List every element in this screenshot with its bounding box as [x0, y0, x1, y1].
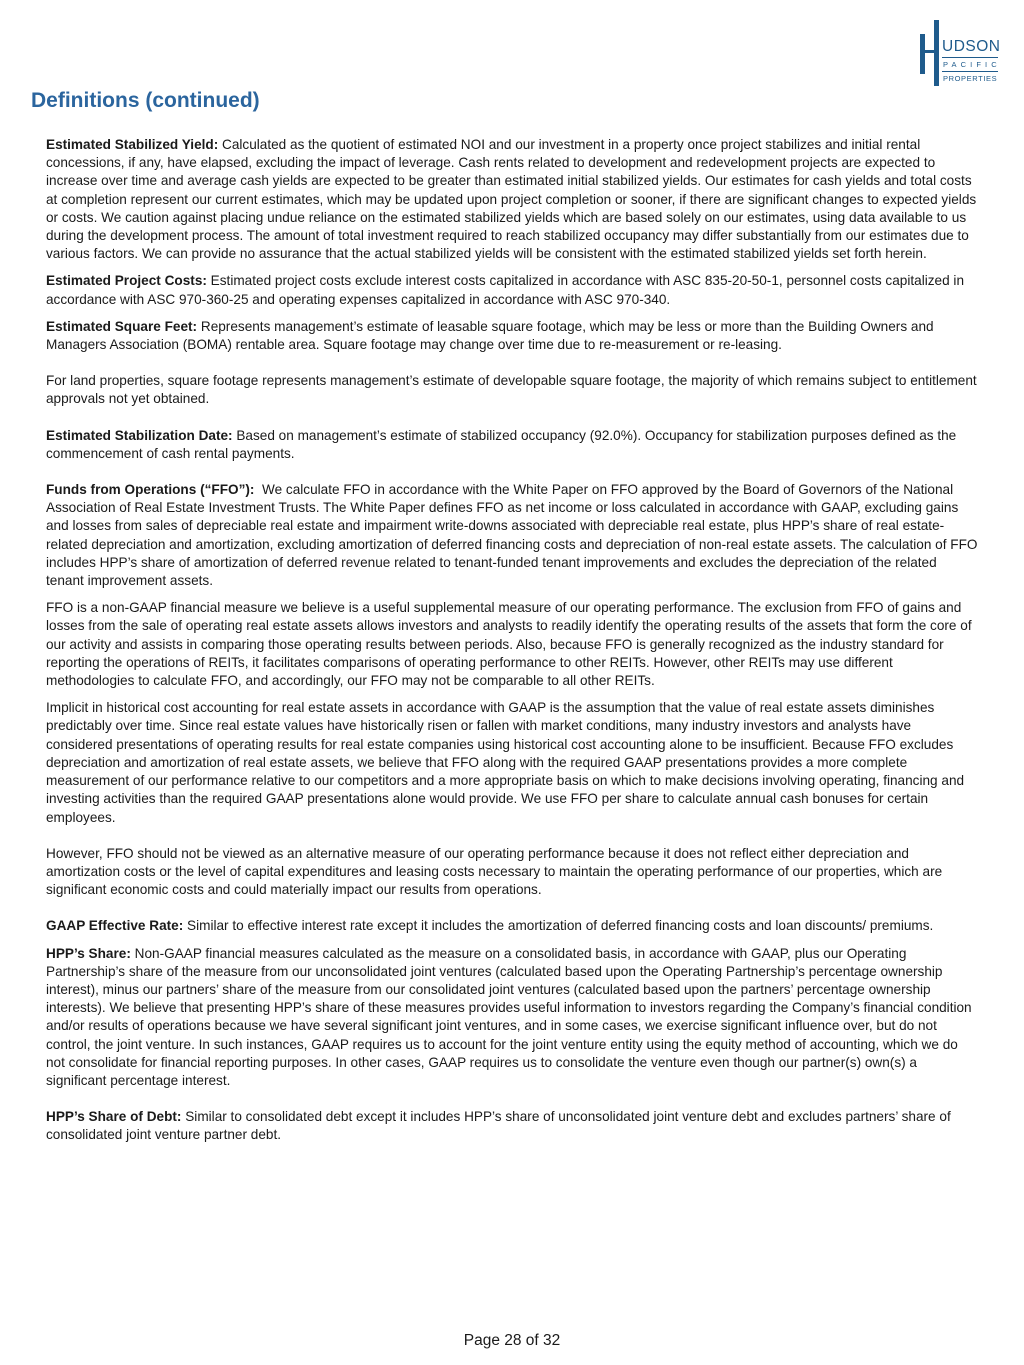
definition-term: Estimated Square Feet:	[46, 318, 198, 334]
definition-text: FFO is a non-GAAP financial measure we believe is a useful supplemental measure of our operating performance. The exclusion from FFO of gains and losses from the sale of operating real estate assets allows investors and analysts to readily identify the operating results of the assets that form the core of our activity and assists in comparing those operating results between periods. Also, because FFO is generally recognized as the industry standard for reporting the operations of REITs, it facilitates comparisons of operating performance to other REITs. However, other REITs may use different methodologies to calculate FFO, and accordingly, our FFO may not be comparable to all other REITs.	[46, 600, 972, 689]
definition-ffo-historical-cost-note	[46, 699, 978, 826]
logo-subtitle-pacific: PACIFIC	[943, 60, 1001, 69]
definition-estimated-stabilized-yield	[46, 136, 978, 263]
definition-ffo-non-gaap-note	[46, 599, 978, 690]
definitions-list	[46, 136, 982, 1145]
definition-text: Similar to effective interest rate except it includes the amortization of deferred financing costs and loan discounts/ premiums.	[183, 918, 934, 934]
page-number: Page 28 of 32	[463, 1332, 561, 1349]
definition-ffo-limitations-note	[46, 845, 978, 900]
definition-text: Estimated project costs exclude interest costs capitalized in accordance with ASC 835-20-50-1, personnel costs capitalized in accordance with ASC 970-360-25 and operating expenses capitalized in accordance with ASC 970-340.	[46, 273, 965, 307]
definition-land-properties-note	[46, 372, 978, 408]
definition-term: HPP’s Share of Debt:	[46, 1109, 182, 1125]
definition-estimated-project-costs	[46, 272, 978, 308]
definition-estimated-square-feet	[46, 318, 978, 354]
definition-text: However, FFO should not be viewed as an alternative measure of our operating performance because it does not reflect either depreciation and amortization costs or the level of capital expenditures and leasing costs necessary to maintain the operating performance of our properties, which are significant economic costs and could materially impact our results from operations.	[46, 845, 943, 898]
definition-text: Represents management’s estimate of leasable square footage, which may be less or more than the Building Owners and Managers Association (BOMA) rentable area. Square footage may change over time due to re-measurement or re-leasing.	[46, 318, 934, 353]
logo-subtitle-properties: PROPERTIES	[943, 74, 998, 83]
definition-text: Similar to consolidated debt except it includes HPP’s share of unconsolidated joint venture debt and excludes partners’ share of consolidated joint venture partner debt.	[46, 1109, 951, 1143]
hudson-pacific-logo	[912, 16, 1012, 90]
definition-term: Estimated Project Costs:	[46, 273, 207, 289]
definition-gaap-effective-rate	[46, 917, 978, 935]
logo-rule-top	[942, 57, 998, 58]
definition-hpps-share-of-debt	[46, 1108, 978, 1144]
definition-text: Implicit in historical cost accounting for real estate assets in accordance with GAAP is the assumption that the value of real estate assets diminishes predictably over time. Since real estate values have historically risen or fallen with market conditions, many industry investors and analysts have considered presentations of operating results for real estate companies using historical cost accounting alone to be insufficient. Because FFO excludes depreciation and amortization of real estate assets, we believe that FFO along with the required GAAP presentations provides a more complete measurement of our performance relative to our competitors and a more appropriate basis on which to make decisions involving operating, financing and investing activities than the required GAAP presentations alone would provide. We use FFO per share to calculate annual cash bonuses for certain employees.	[46, 700, 965, 825]
definition-term: Funds from Operations (“FFO”):	[46, 482, 255, 498]
logo-rule-bottom	[942, 71, 998, 72]
definition-term: GAAP Effective Rate:	[46, 918, 184, 934]
definition-text: For land properties, square footage represents management’s estimate of developable square footage, the majority of which remains subject to entitlement approvals not yet obtained.	[46, 373, 977, 407]
definition-term: Estimated Stabilization Date:	[46, 427, 233, 443]
definition-estimated-stabilization-date	[46, 427, 978, 463]
definition-term: HPP’s Share:	[46, 945, 131, 961]
definition-text: Based on management’s estimate of stabilized occupancy (92.0%). Occupancy for stabilization purposes defined as the commencement of cash rental payments.	[46, 427, 957, 461]
logo-wordmark: UDSON	[942, 38, 1001, 55]
definition-hpps-share	[46, 945, 978, 1091]
page-title: Definitions (continued)	[31, 89, 260, 112]
definition-text: We calculate FFO in accordance with the White Paper on FFO approved by the Board of Governors of the National Association of Real Estate Investment Trusts. The White Paper defines FFO as net income or loss calculated in accordance with GAAP, excluding gains and losses from sales of depreciable real estate and impairment write-downs associated with depreciable real estate, plus HPP’s share of real estate-related depreciation and amortization, excluding amortization of deferred financing costs and depreciation of non-real estate assets. The calculation of FFO includes HPP’s share of amortization of deferred revenue related to tenant-funded tenant improvements and excludes the depreciation of the related tenant improvement assets.	[46, 482, 982, 589]
definition-text: Calculated as the quotient of estimated NOI and our investment in a property once project stabilizes and initial rental concessions, if any, have elapsed, excluding the impact of leverage. Cash rents related to development and redevelopment projects are expected to increase over time and average cash yields are expected to be greater than estimated initial stabilized yields. Our estimates for cash yields and total costs at completion represent our current estimates, which may be updated upon project completion or sooner, if there are significant changes to expected yields or costs. We caution against placing undue reliance on the estimated stabilized yields which are based solely on our estimates, using data available to us during the development process. The amount of total investment required to reach stabilized occupancy may differ substantially from our estimates due to various factors. We can provide no assurance that the actual stabilized yields will be consistent with the estimated stabilized yields set forth herein.	[46, 137, 977, 262]
definition-funds-from-operations	[46, 481, 982, 590]
definition-term: Estimated Stabilized Yield:	[46, 137, 219, 152]
definition-text: Non-GAAP financial measures calculated as the measure on a consolidated basis, in accordance with GAAP, plus our Operating Partnership’s share of the measure from our unconsolidated joint ventures (calculated based upon the Operating Partnership’s percentage ownership interest), minus our partners’ share of the measure from our consolidated joint ventures (calculated based upon the partners’ percentage ownership interests). We believe that presenting HPP’s share of these measures provides useful information to investors regarding the Company’s financial condition and/or results of operations because we have several significant joint ventures, and in some cases, we exercise significant influence over, but do not control, the joint venture. In such instances, GAAP requires us to account for the joint venture entity using the equity method of accounting, which we do not consolidate for financial reporting purposes. In other cases, GAAP requires us to consolidate the venture even though our partner(s) own(s) a significant percentage interest.	[46, 945, 972, 1088]
